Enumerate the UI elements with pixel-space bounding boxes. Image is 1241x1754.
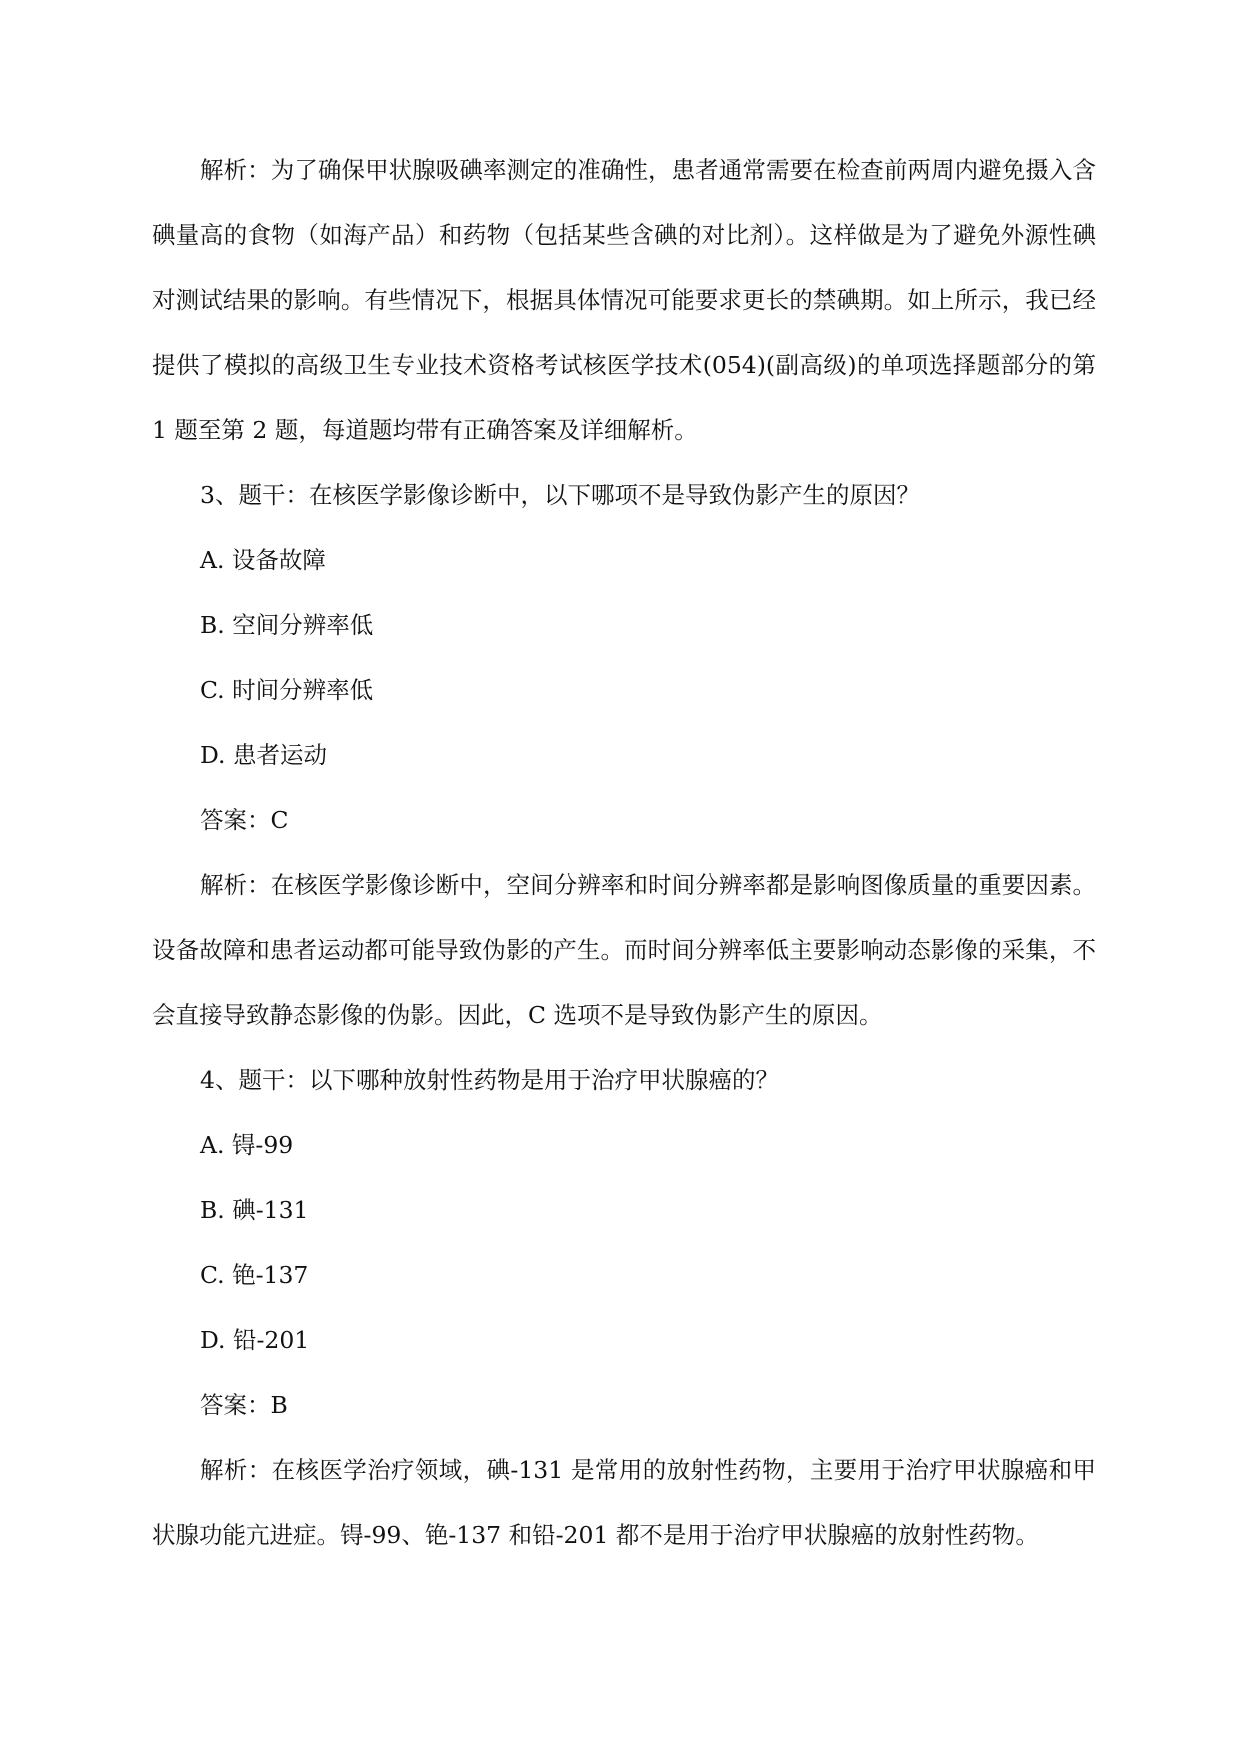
question-4-stem: 4、题干：以下哪种放射性药物是用于治疗甲状腺癌的？ <box>200 1066 779 1094</box>
question-4-option-b: B. 碘-131 <box>200 1196 309 1224</box>
question-3-answer: 答案：C <box>200 806 289 834</box>
question-4-analysis: 解析：在核医学治疗领域，碘-131 是常用的放射性药物，主要用于治疗甲状腺癌和甲状腺功能亢进症。锝-99、铯-137 和铅-201 都不是用于治疗甲状腺癌的放射性药物。 <box>152 1456 1096 1549</box>
question-3-analysis: 解析：在核医学影像诊断中，空间分辨率和时间分辨率都是影响图像质量的重要因素。设备故障和患者运动都可能导致伪影的产生。而时间分辨率低主要影响动态影像的采集，不会直接导致静态影像的伪影。因此，C 选项不是导致伪影产生的原因。 <box>152 871 1096 1029</box>
question-4-option-d: D. 铅-201 <box>200 1326 310 1354</box>
question-4-answer: 答案：B <box>200 1391 288 1419</box>
question-3-stem: 3、题干：在核医学影像诊断中，以下哪项不是导致伪影产生的原因？ <box>200 481 920 509</box>
question-3-option-b: B. 空间分辨率低 <box>200 611 374 639</box>
question-3-option-a: A. 设备故障 <box>200 546 326 574</box>
question-3-option-d: D. 患者运动 <box>200 741 327 769</box>
document-body <box>152 138 1096 1568</box>
question-4-option-a: A. 锝-99 <box>200 1131 294 1159</box>
question-3-option-c: C. 时间分辨率低 <box>200 676 374 704</box>
question-4-option-c: C. 铯-137 <box>200 1261 309 1289</box>
intro-analysis: 解析：为了确保甲状腺吸碘率测定的准确性，患者通常需要在检查前两周内避免摄入含碘量高的食物（如海产品）和药物（包括某些含碘的对比剂）。这样做是为了避免外源性碘对测试结果的影响。有些情况下，根据具体情况可能要求更长的禁碘期。如上所示，我已经提供了模拟的高级卫生专业技术资格考试核医学技术(054)(副高级)的单项选择题部分的第 1 题至第 2 题，每道题均带有正确答案及详细解析。 <box>152 156 1096 444</box>
